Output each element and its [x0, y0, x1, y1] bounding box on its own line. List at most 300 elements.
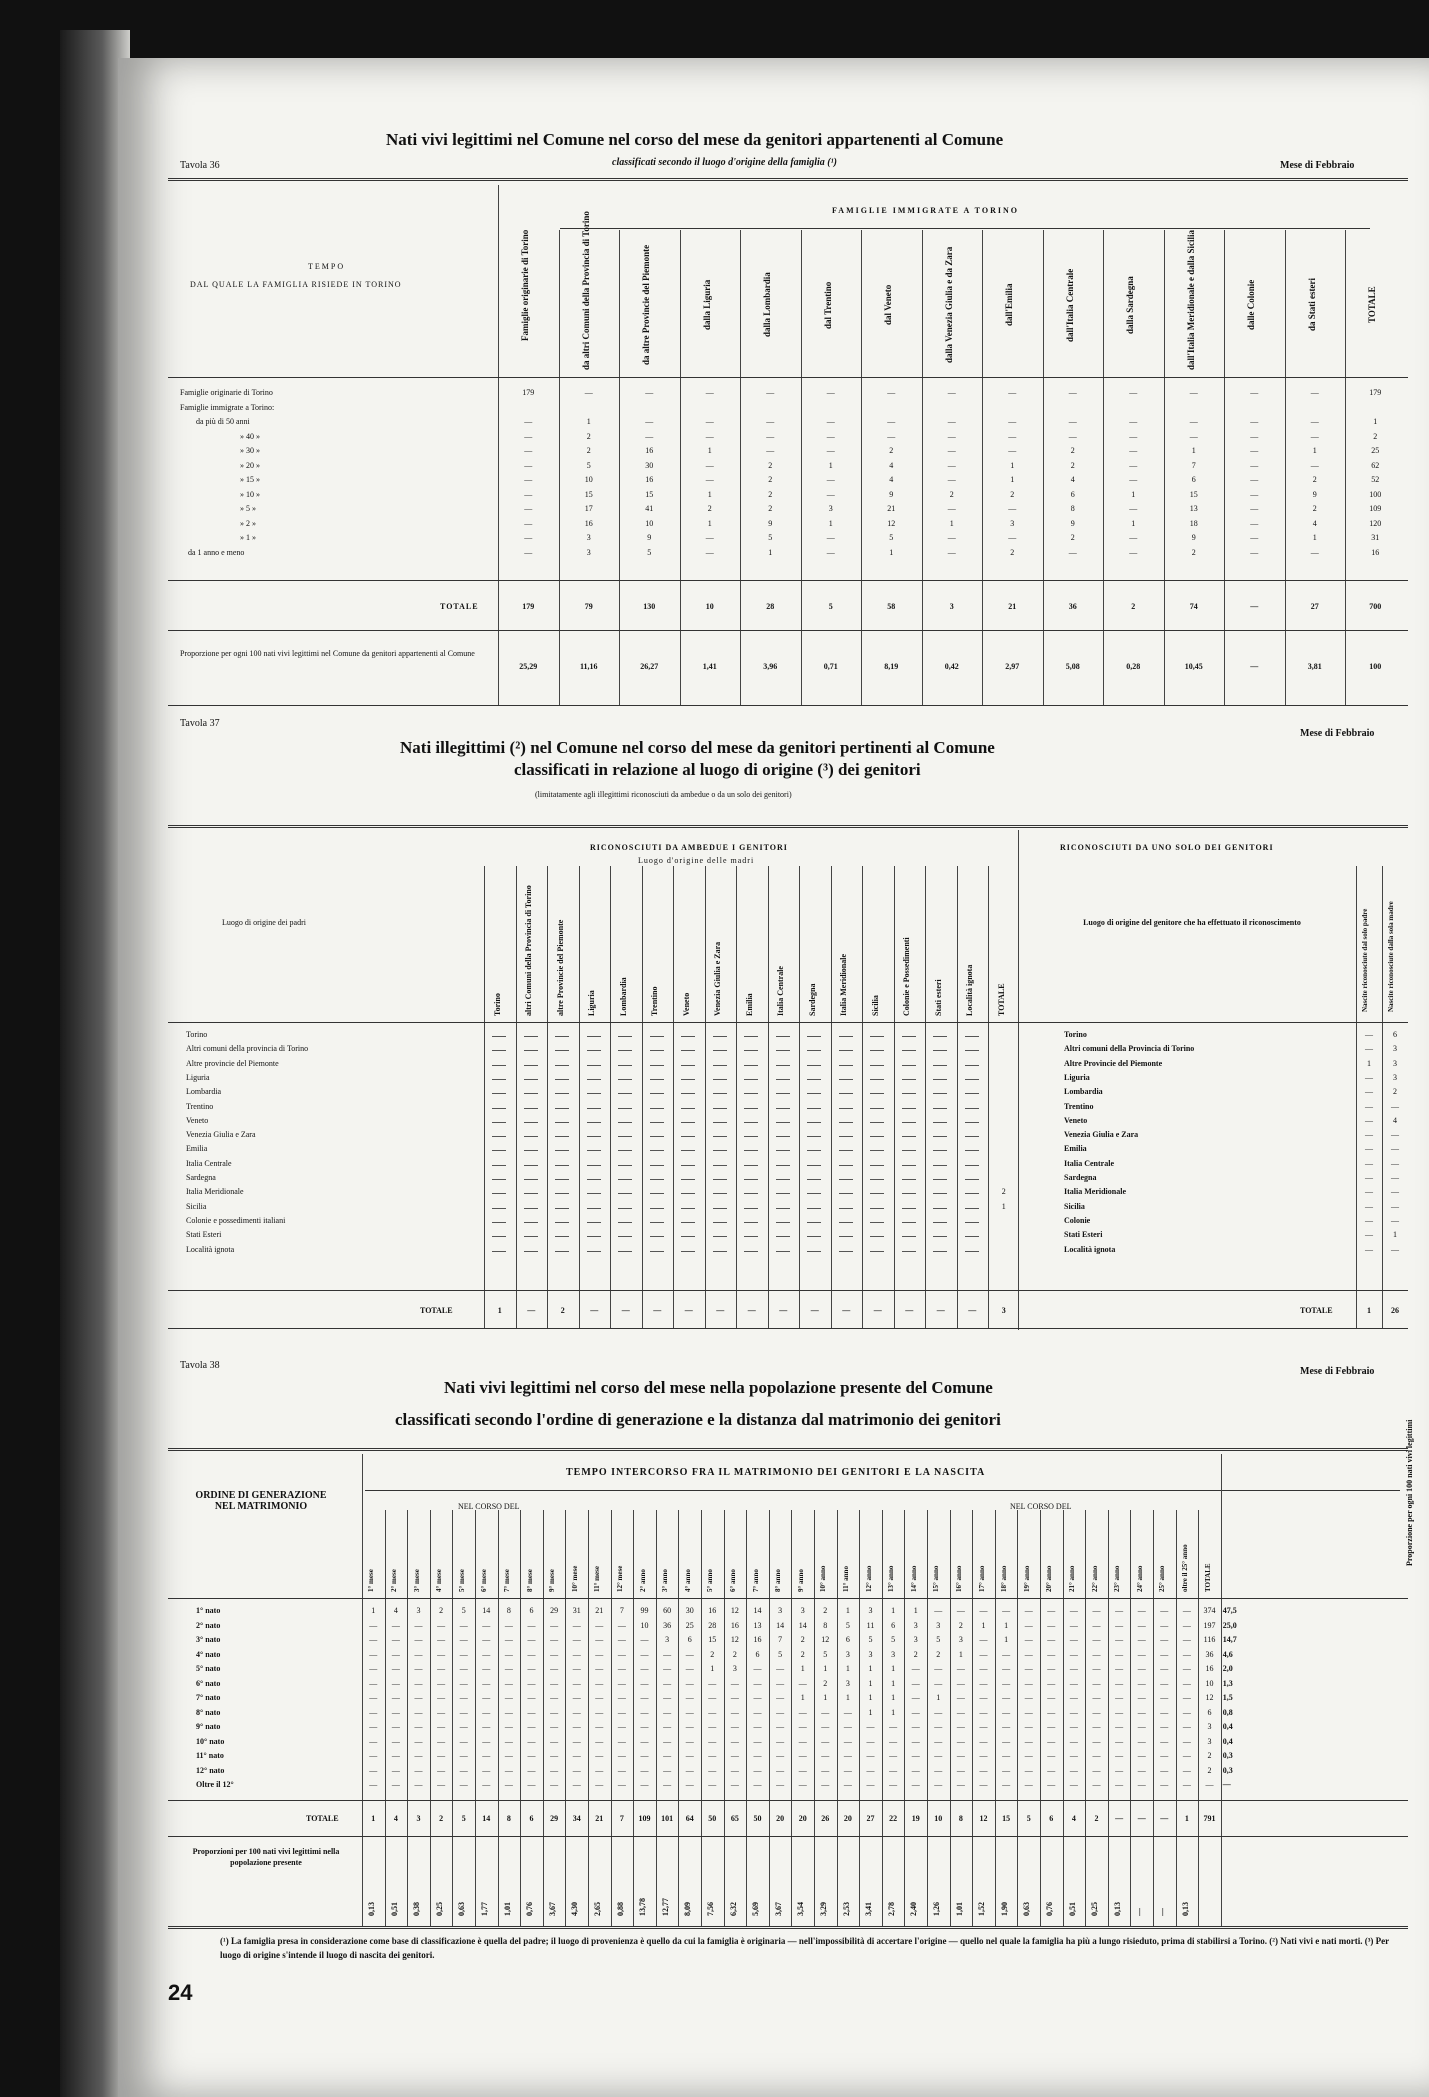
t37-cell-dash — [618, 1122, 632, 1123]
t38-cell: — — [685, 1707, 694, 1717]
t38-total-cell: 5 — [1026, 1814, 1031, 1823]
t38-cell: — — [934, 1722, 943, 1731]
t38-col-rule — [565, 1510, 566, 1926]
t38-cell: — — [866, 1736, 875, 1746]
t38-col-rule — [498, 1510, 499, 1926]
t37-cell-dash — [744, 1165, 758, 1166]
t37-right-cell: 3 — [1393, 1072, 1397, 1082]
t38-cell: — — [708, 1678, 717, 1688]
t37-row-label: Stati Esteri — [186, 1230, 222, 1240]
t38-col-head: 24° anno — [1135, 1565, 1144, 1592]
t38-prop-cell: 0,13 — [367, 1902, 376, 1916]
t38-cell: — — [911, 1693, 920, 1702]
t36-cell: — — [1129, 446, 1138, 455]
t37-col-head: TOTALE — [996, 983, 1006, 1016]
t36-col-rule — [498, 185, 499, 705]
t38-cell: 5 — [823, 1649, 828, 1659]
t37-cell-dash — [555, 1136, 569, 1137]
t38-cell: — — [437, 1620, 446, 1630]
t37-row-label: Lombardia — [186, 1087, 222, 1097]
t37-col-head: Liguria — [587, 990, 597, 1016]
t38-proportion-head: Proporzione per ogni 100 nati vivi legittimi — [1405, 1419, 1414, 1566]
t38-col-rule — [972, 1510, 973, 1926]
t38-cell: — — [753, 1693, 762, 1702]
t38-cell: 21 — [595, 1606, 604, 1615]
t36-cell: — — [1189, 431, 1198, 441]
t38-prop-cell: 0,76 — [525, 1902, 535, 1916]
t37-right-cell: 2 — [1393, 1087, 1397, 1097]
t38-cell: — — [1069, 1707, 1078, 1717]
t38-row-proportion: 14,7 — [1222, 1635, 1237, 1644]
t38-cell: 30 — [685, 1606, 694, 1615]
t38-cell: — — [482, 1635, 491, 1644]
t38-month: Mese di Febbraio — [1300, 1366, 1375, 1377]
t36-bottom-rule — [168, 705, 1408, 706]
t38-cell: — — [1092, 1649, 1101, 1659]
t38-cell: 16 — [708, 1606, 717, 1615]
t36-cell: — — [1250, 547, 1259, 557]
t38-cell: — — [1002, 1736, 1011, 1746]
t37-cell-dash — [870, 1251, 884, 1252]
t38-cell: — — [1024, 1707, 1033, 1717]
t38-total-cell: 15 — [1002, 1814, 1011, 1823]
t36-cell: — — [766, 417, 775, 426]
t38-cell: — — [1182, 1736, 1191, 1746]
t38-cell: — — [1137, 1635, 1146, 1644]
t38-cell: — — [369, 1635, 378, 1644]
t38-cell: — — [504, 1707, 513, 1717]
t36-cell: — — [1250, 431, 1259, 441]
t37-cell: 2 — [1001, 1187, 1006, 1197]
t38-cell: — — [1047, 1780, 1056, 1789]
t38-cell: — — [1160, 1707, 1169, 1717]
t38-cell: — — [1160, 1765, 1169, 1775]
t38-cell: — — [956, 1664, 965, 1673]
t38-cell: — — [798, 1736, 807, 1746]
t36-total-label: TOTALE — [440, 602, 479, 611]
t36-cell: 3 — [586, 533, 591, 542]
t38-cell: 99 — [640, 1606, 649, 1615]
t38-col-rule — [950, 1510, 951, 1926]
t37-col-head: Sicilia — [870, 995, 880, 1016]
t36-total-cell: 58 — [887, 602, 896, 611]
t37-row-label: Trentino — [186, 1101, 214, 1111]
t37-row-label: Italia Centrale — [186, 1158, 232, 1168]
t38-cell: 197 — [1203, 1620, 1216, 1630]
t36-cell: — — [1008, 504, 1017, 513]
t38-cell: — — [889, 1780, 898, 1789]
t38-row-proportion: 4,6 — [1222, 1649, 1233, 1659]
t37-cell-dash — [902, 1136, 916, 1137]
t38-prop-cell: 1,01 — [954, 1902, 964, 1916]
t37-cell-dash — [650, 1093, 664, 1094]
t36-cell: 2 — [586, 446, 591, 455]
t38-col-rule — [746, 1510, 747, 1926]
t38-cell: — — [391, 1664, 400, 1673]
t38-cell: — — [391, 1678, 400, 1688]
t38-col-head: 9° mese — [548, 1569, 557, 1592]
t38-cell: — — [753, 1751, 762, 1760]
t37-cell-dash — [807, 1165, 821, 1166]
t37-cell-dash — [713, 1108, 727, 1109]
t38-cell: — — [1047, 1751, 1056, 1760]
t36-cell: — — [524, 475, 533, 484]
t37-cell-dash — [776, 1065, 790, 1066]
t38-cell: — — [1137, 1780, 1146, 1789]
t38-cell: 6 — [1207, 1707, 1212, 1717]
t36-prop-cell: 8,19 — [884, 662, 899, 671]
page-number: 24 — [168, 1980, 193, 2005]
t38-cell: — — [753, 1722, 762, 1731]
t37-cell-dash — [650, 1050, 664, 1051]
t38-cell: — — [437, 1664, 446, 1673]
t37-cell-dash — [681, 1136, 695, 1137]
t38-cell: — — [1047, 1649, 1056, 1659]
t37-cell-dash — [713, 1179, 727, 1180]
t36-row-label: Famiglie immigrate a Torino: — [180, 402, 275, 412]
t38-col-head: 16° anno — [954, 1565, 963, 1592]
t37-cell-dash — [807, 1208, 821, 1209]
t36-cell: 30 — [645, 460, 654, 470]
t36-row-label: » 5 » — [240, 504, 256, 513]
t38-cell: — — [1092, 1765, 1101, 1775]
t38-row-proportion: 1,5 — [1222, 1693, 1233, 1702]
t38-total-cell: 50 — [708, 1814, 717, 1823]
t36-total-cell: 5 — [828, 602, 833, 611]
t38-cell: — — [685, 1678, 694, 1688]
t38-cell: 5 — [891, 1635, 896, 1644]
t38-prop-cell: 1,77 — [480, 1902, 489, 1916]
t37-cell-dash — [713, 1193, 727, 1194]
t37-right-cell: — — [1365, 1230, 1373, 1240]
t37-cell-dash — [807, 1136, 821, 1137]
t38-cell: — — [911, 1722, 920, 1731]
t38-cell: — — [595, 1780, 604, 1789]
t38-cell: 1 — [800, 1693, 805, 1702]
t38-cell: — — [504, 1765, 513, 1775]
t38-col-rule — [407, 1510, 408, 1926]
t37-cell-dash — [807, 1093, 821, 1094]
t37-cell-dash — [618, 1179, 632, 1180]
t38-col-head: 8° mese — [525, 1569, 534, 1592]
t37-cell-dash — [555, 1150, 569, 1151]
t38-cell: 8 — [506, 1606, 511, 1615]
t36-cell: — — [705, 547, 714, 557]
t37-cell-dash — [933, 1050, 947, 1051]
t36-cell: — — [947, 504, 956, 513]
t38-cell: — — [391, 1635, 400, 1644]
t38-cell: 5 — [936, 1635, 941, 1644]
t37-cell-dash — [744, 1136, 758, 1137]
t37-row-label: Altri comuni della provincia di Torino — [186, 1044, 309, 1054]
t37-right-cell: — — [1391, 1244, 1399, 1254]
t38-cell: — — [1069, 1693, 1078, 1702]
t38-cell: 2 — [823, 1606, 828, 1615]
t37-cell-dash — [524, 1208, 538, 1209]
t37-cell-dash — [681, 1093, 695, 1094]
t38-prop-cell: 2,78 — [886, 1902, 896, 1916]
t38-cell: — — [1092, 1678, 1101, 1688]
t38-cell: 6 — [845, 1635, 850, 1644]
t37-cell-dash — [587, 1136, 601, 1137]
t38-prop-cell: 1,26 — [932, 1902, 941, 1916]
t38-col-head: 5° mese — [457, 1569, 466, 1592]
t37-cell-dash — [587, 1165, 601, 1166]
t37-cell-dash — [650, 1179, 664, 1180]
t36-cell: 179 — [1369, 388, 1382, 397]
t38-cell: — — [843, 1780, 852, 1789]
t38-prop-cell: 2,65 — [593, 1902, 602, 1916]
t37-cell-dash — [839, 1251, 853, 1252]
t38-row-proportion: 25,0 — [1222, 1620, 1237, 1630]
t38-cell: — — [776, 1780, 785, 1789]
t38-cell: — — [1115, 1693, 1124, 1702]
t38-cell: — — [617, 1693, 626, 1702]
t37-cell-dash — [902, 1150, 916, 1151]
t36-cell: — — [1129, 504, 1138, 513]
t38-prop-cell: 7,56 — [706, 1902, 715, 1916]
t37-cell-dash — [744, 1093, 758, 1094]
t36-stub-head-2: DAL QUALE LA FAMIGLIA RISIEDE IN TORINO — [190, 280, 402, 289]
t38-cell: — — [482, 1780, 491, 1789]
t36-cell: — — [524, 533, 533, 542]
t38-prop-cell: 8,09 — [683, 1902, 693, 1916]
t38-cell: — — [572, 1635, 581, 1644]
t38-col-head: 3° mese — [412, 1569, 421, 1592]
t37-cell-dash — [555, 1236, 569, 1237]
t37-cell-dash — [933, 1136, 947, 1137]
t38-cell: — — [459, 1736, 468, 1746]
t37-total-cell: — — [747, 1306, 756, 1315]
t38-cell: 25 — [685, 1620, 694, 1630]
t38-cell: — — [843, 1707, 852, 1717]
t38-total-cell: 20 — [798, 1814, 807, 1823]
t38-cell: — — [527, 1780, 536, 1789]
t38-cell: — — [617, 1736, 626, 1746]
t38-cell: — — [1024, 1736, 1033, 1746]
t37-cell-dash — [524, 1179, 538, 1180]
t38-cell: — — [889, 1751, 898, 1760]
t38-cell: — — [459, 1751, 468, 1760]
t38-cell: — — [1182, 1649, 1191, 1659]
t37-row-label: Colonie e possedimenti italiani — [186, 1215, 286, 1225]
t36-cell: — — [524, 504, 533, 513]
t38-prop-cell: 2,40 — [909, 1902, 919, 1916]
t38-cell: — — [527, 1707, 536, 1717]
t38-cell: — — [504, 1649, 513, 1659]
t38-cell: 14 — [776, 1620, 785, 1630]
t38-cell: — — [1160, 1722, 1169, 1731]
t38-cell: — — [821, 1780, 830, 1789]
t37-cell-dash — [618, 1108, 632, 1109]
t37-cell-dash — [524, 1165, 538, 1166]
t38-cell: — — [369, 1736, 378, 1746]
t36-cell: 1 — [889, 547, 894, 557]
t37-cell-dash — [681, 1050, 695, 1051]
t36-cell: — — [1129, 547, 1138, 557]
t38-cell: — — [572, 1664, 581, 1673]
t38-cell: 3 — [958, 1635, 963, 1644]
t37-col-rule — [642, 866, 643, 1328]
t38-cell: 374 — [1203, 1606, 1216, 1615]
t37-cell-dash — [681, 1036, 695, 1037]
t37-cell-dash — [744, 1150, 758, 1151]
t36-cell: — — [1250, 518, 1259, 528]
t37-cell-dash — [587, 1122, 601, 1123]
t37-cell-dash — [902, 1236, 916, 1237]
t38-cell: 4 — [393, 1606, 398, 1615]
t38-prop-cell: 3,67 — [773, 1902, 783, 1916]
t36-cell: — — [1310, 388, 1319, 397]
t38-col-rule — [1130, 1510, 1131, 1926]
t38-prop-cell: 0,63 — [1022, 1902, 1032, 1916]
t37-cell-dash — [618, 1093, 632, 1094]
t38-cell: 6 — [687, 1635, 692, 1644]
t37-right-col-head: Nascite riconosciute dal solo padre — [1361, 908, 1369, 1012]
t37-right-cell: — — [1391, 1158, 1399, 1168]
t38-cell: — — [1182, 1765, 1191, 1775]
t38-cell: — — [685, 1722, 694, 1731]
t38-cell: 3 — [1207, 1736, 1212, 1746]
t37-cell-dash — [618, 1251, 632, 1252]
t36-cell: — — [1068, 417, 1077, 426]
t38-head-rule — [168, 1598, 1408, 1599]
t38-cell: 2 — [800, 1649, 805, 1659]
t37-cell-dash — [744, 1193, 758, 1194]
t38-cell: — — [708, 1780, 717, 1789]
t38-cell: — — [708, 1707, 717, 1717]
t38-prop-cell: 3,54 — [796, 1902, 806, 1916]
t38-cell: 15 — [708, 1635, 717, 1644]
t36-cell: — — [1129, 533, 1138, 542]
t38-cell: — — [753, 1780, 762, 1789]
t38-total-cell: 27 — [866, 1814, 875, 1823]
t38-cell: — — [595, 1722, 604, 1731]
t38-cell: — — [979, 1664, 988, 1673]
t37-cell-dash — [776, 1136, 790, 1137]
t38-cell: 3 — [868, 1606, 873, 1615]
t38-cell: 1 — [823, 1664, 828, 1673]
t38-cell: — — [956, 1765, 965, 1775]
t38-cell: — — [934, 1751, 943, 1760]
t38-row-label: 12° nato — [196, 1765, 225, 1775]
t37-cell-dash — [744, 1108, 758, 1109]
t38-cell: — — [685, 1736, 694, 1746]
t38-col-head: 12° anno — [864, 1565, 873, 1592]
t37-cell-dash — [618, 1065, 632, 1066]
t38-cell: — — [1160, 1620, 1169, 1630]
t38-cell: — — [663, 1736, 672, 1746]
t37-cell-dash — [744, 1179, 758, 1180]
t37-right-cell: — — [1365, 1044, 1373, 1054]
t38-cell: — — [527, 1649, 536, 1659]
t37-cell-dash — [555, 1179, 569, 1180]
t37-right-cell: — — [1391, 1201, 1399, 1211]
t36-cell: — — [524, 489, 533, 499]
t37-cell-dash — [776, 1208, 790, 1209]
t38-cell: — — [776, 1678, 785, 1688]
t37-title: Nati illegittimi (²) nel Comune nel corso del mese da genitori pertinenti al Comune — [400, 738, 995, 757]
t37-cell-dash — [902, 1050, 916, 1051]
t38-cell: — — [437, 1693, 446, 1702]
t37-right-cell: — — [1365, 1244, 1373, 1254]
t38-cell: 36 — [663, 1620, 672, 1630]
t37-col-head: Sardegna — [807, 983, 817, 1016]
t38-cell: — — [934, 1664, 943, 1673]
t38-cell: — — [640, 1664, 649, 1673]
t38-row-proportion: 47,5 — [1222, 1606, 1237, 1615]
t38-cell: — — [776, 1751, 785, 1760]
t38-cell: — — [1069, 1620, 1078, 1630]
t38-cell: — — [1182, 1751, 1191, 1760]
t36-col-head: TOTALE — [1367, 286, 1378, 324]
t38-cell: — — [1137, 1707, 1146, 1717]
t37-cell-dash — [870, 1165, 884, 1166]
t38-cell: 3 — [1207, 1722, 1212, 1731]
t36-cell: — — [645, 417, 654, 426]
t37-total-cell: 2 — [560, 1306, 565, 1315]
t37-right-row-label: Venezia Giulia e Zara — [1064, 1130, 1139, 1140]
t36-cell: 2 — [1312, 504, 1317, 513]
t38-cell: — — [527, 1620, 536, 1630]
t36-prop-cell: 3,81 — [1307, 662, 1322, 671]
t38-col-head: 13° anno — [887, 1565, 896, 1592]
t38-cell: — — [911, 1751, 920, 1760]
t36-cell: — — [947, 431, 956, 441]
t38-total-cell: 7 — [619, 1814, 624, 1823]
t37-cell-dash — [776, 1050, 790, 1051]
t36-cell: 21 — [887, 504, 896, 513]
t37-cell-dash — [965, 1165, 979, 1166]
t36-cell: 62 — [1371, 460, 1380, 470]
t36-cell: 9 — [889, 489, 894, 499]
t36-cell: — — [524, 547, 533, 557]
t36-month: Mese di Febbraio — [1280, 160, 1355, 171]
t37-cell-dash — [902, 1079, 916, 1080]
t36-cell: — — [1250, 417, 1259, 426]
t37-row-label: Veneto — [186, 1115, 209, 1125]
t38-cell: — — [934, 1780, 943, 1789]
t38-cell: — — [414, 1751, 423, 1760]
t37-cell-dash — [965, 1036, 979, 1037]
t37-cell-dash — [587, 1251, 601, 1252]
t38-cell: — — [1160, 1649, 1169, 1659]
t38-cell: — — [1182, 1635, 1191, 1644]
t38-cell: — — [640, 1635, 649, 1644]
t38-cell: — — [437, 1751, 446, 1760]
t38-col-head: 6° anno — [728, 1569, 737, 1592]
t36-cell: — — [947, 417, 956, 426]
t38-total-cell: 1 — [1184, 1814, 1189, 1823]
t36-cell: — — [1129, 431, 1138, 441]
t36-head-rule — [168, 377, 1408, 378]
t38-cell: — — [572, 1736, 581, 1746]
t38-cell: — — [504, 1693, 513, 1702]
t38-prop-cell: 12,77 — [660, 1898, 670, 1916]
t37-right-cell: — — [1391, 1173, 1399, 1182]
t37-total-cell: — — [590, 1306, 599, 1315]
t38-row-proportion: 0,3 — [1222, 1765, 1233, 1775]
t38-cell: — — [1182, 1722, 1191, 1731]
t36-cell: 4 — [889, 460, 894, 470]
t38-cell: — — [437, 1780, 446, 1789]
t38-cell: — — [753, 1678, 762, 1688]
t37-col-rule — [894, 866, 895, 1328]
t36-top-rule — [168, 178, 1408, 181]
t38-cell: 2 — [1207, 1765, 1212, 1775]
t38-row-label: 5° nato — [196, 1664, 221, 1673]
t38-cell: 14 — [753, 1606, 762, 1615]
